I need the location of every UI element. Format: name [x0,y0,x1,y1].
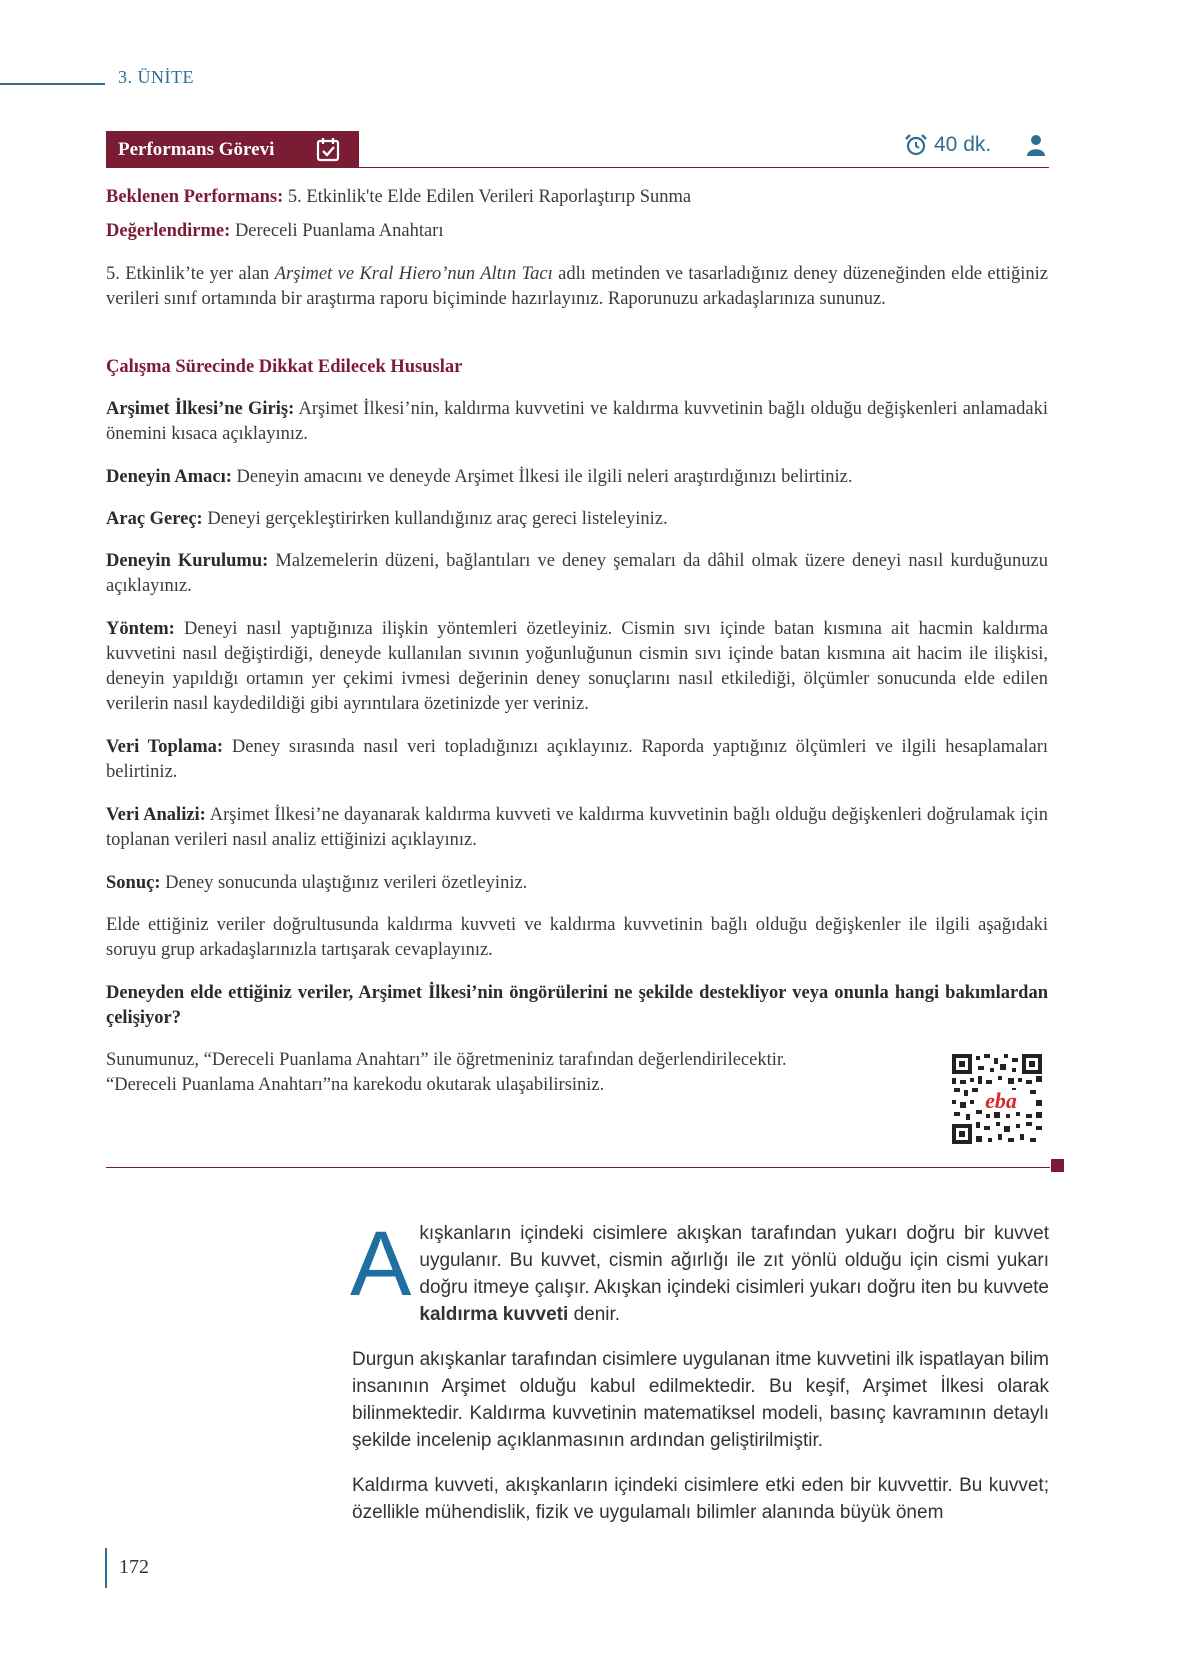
expected-performance-value: 5. Etkinlik'te Elde Edilen Verileri Raporlaştırıp Sunma [287,187,692,207]
intro-text-start: 5. Etkinlik’te yer alan [106,264,275,284]
expected-performance [106,185,1048,210]
item-setup [106,549,1048,599]
section-divider [106,1167,1050,1168]
item-data-analysis [106,803,1048,853]
body-paragraph-3: Kaldırma kuvveti, akışkanların içindeki cisimlere etki eden bir kuvvettir. Bu kuvvet; özellikle mühendislik, fizik ve uygulamalı bilimler alanında büyük önem [352,1475,1049,1523]
item-label: Veri Analizi: [106,805,206,825]
item-label: Araç Gereç: [106,509,203,529]
item-purpose [106,465,1048,490]
body-paragraph-1 [350,1213,1049,1328]
performance-task-label: Performans Görevi [118,139,275,160]
item-text: Deneyi nasıl yaptığınıza ilişkin yöntemleri özetleyiniz. Cismin sıvı içinde batan kısmına ait hacmin kaldırma kuvvetini nasıl değiştirdiği, deneyde kullanılan sıvının yoğunluğunun cismin sıvı içinde batan kısmına ait hacim ile ilişkisi, deneyin yapıldığı ortamın yer çekimi ivmesi değerinin deney sonuçlarını nasıl etkilediği, ölçümler sonucunda elde edilen verilerin nasıl kaydedildiği gibi ayrıntılara özetinizde yer veriniz. [106,619,1048,714]
evaluation [106,219,1048,244]
item-label: Deneyin Amacı: [106,467,232,487]
section-heading: Çalışma Sürecinde Dikkat Edilecek Hususlar [106,357,463,377]
intro-paragraph [106,262,1048,312]
item-label: Arşimet İlkesi’ne Giriş: [106,399,295,419]
section-divider-marker [1051,1159,1064,1172]
page-number-rule [105,1548,107,1588]
body-text-span: kışkanların içindeki cisimlere akışkan tarafından yukarı doğru bir kuvvet uygulanır. Bu kuvvet, cismin ağırlığı ile zıt yönlü olduğu için cismi yukarı doğru itmeye çalışır. Akışkan içindeki cisimleri yukarı doğru iten bu kuvvete [419,1223,1049,1298]
closing-line-1: Sunumunuz, “Dereceli Puanlama Anahtarı” ile öğretmeniniz tarafından değerlendirilecektir. [106,1050,787,1070]
item-text: Deney sonucunda ulaştığınız verileri özetleyiniz. [160,873,528,893]
intro-title-italic: Arşimet ve Kral Hiero’nun Altın Tacı [274,264,553,284]
closing-note [106,1048,936,1098]
intro-text-end: adlı metinden ve tasarladığınız deney düzeneğinden elde ettiğiniz verileri sınıf ortamında bir araştırma raporu biçiminde hazırlayınız. Raporunuzu arkadaşlarınıza sununuz. [106,264,1048,309]
item-method [106,617,1048,717]
item-label: Yöntem: [106,619,175,639]
duration [904,133,991,157]
page-number: 172 [119,1556,149,1578]
item-text: Deneyi gerçekleştirirken kullandığınız araç gereci listeleyiniz. [202,509,668,529]
person-icon [1026,134,1046,156]
eba-logo: eba [985,1088,1017,1113]
item-introduction [106,397,1048,447]
evaluation-value: Dereceli Puanlama Anahtarı [234,221,444,241]
discussion-paragraph: Elde ettiğiniz veriler doğrultusunda kaldırma kuvveti ve kaldırma kuvvetinin bağlı olduğu değişkenler ile ilgili aşağıdaki soruyu grup arkadaşlarınızla tartışarak cevaplayınız. [106,915,1048,960]
unit-rule [0,83,105,85]
item-text: Arşimet İlkesi’nin, kaldırma kuvvetini ve kaldırma kuvvetinin bağlı olduğu değişkenleri anlamadaki önemini kısaca açıklayınız. [106,399,1048,444]
body-text-span: denir. [568,1304,621,1325]
key-term: kaldırma kuvveti [419,1304,569,1325]
body-text [350,1213,1049,1526]
duration-text: 40 dk. [934,133,992,156]
checklist-icon [315,136,341,162]
dropcap-letter: A [350,1213,412,1315]
task-header-rule [106,167,1049,168]
item-equipment [106,507,1048,532]
item-label: Deneyin Kurulumu: [106,551,269,571]
expected-performance-label: Beklenen Performans: [106,187,284,207]
item-conclusion [106,871,1048,896]
item-label: Veri Toplama: [106,737,224,757]
discussion-question: Deneyden elde ettiğiniz veriler, Arşimet İlkesi’nin öngörülerini ne şekilde destekliyor veya onunla hangi bakımlardan çelişiyor? [106,983,1048,1028]
item-text: Deneyin amacını ve deneyde Arşimet İlkesi ile ilgili neleri araştırdığınızı belirtiniz. [231,467,853,487]
qr-code[interactable] [952,1054,1042,1144]
item-data-collection [106,735,1048,785]
performance-task-banner [106,131,359,168]
item-label: Sonuç: [106,873,161,893]
evaluation-label: Değerlendirme: [106,221,231,241]
closing-line-2: “Dereceli Puanlama Anahtarı”na karekodu okutarak ulaşabilirsiniz. [106,1075,605,1095]
unit-title: 3. ÜNİTE [118,67,194,87]
body-paragraph-2: Durgun akışkanlar tarafından cisimlere uygulanan itme kuvvetini ilk ispatlayan bilim insanının Arşimet olduğu kabul edilmektedir. Bu keşif, Arşimet İlkesi olarak bilinmektedir. Kaldırma kuvvetinin matematiksel modeli, basınç kavramının detaylı şekilde incelenip açıklanmasının ardından geliştirilmiştir. [352,1349,1049,1451]
alarm-clock-icon [904,133,928,157]
item-text: Arşimet İlkesi’ne dayanarak kaldırma kuvveti ve kaldırma kuvvetinin bağlı olduğu değişkenleri doğrulamak için toplanan verileri nasıl analiz ettiğinizi açıklayınız. [106,805,1048,850]
item-text: Deney sırasında nasıl veri topladığınızı açıklayınız. Raporda yaptığınız ölçümleri ve ilgili hesaplamaları belirtiniz. [106,737,1048,782]
item-text: Malzemelerin düzeni, bağlantıları ve deney şemaları da dâhil olmak üzere deneyi nasıl kurduğunuzu açıklayınız. [106,551,1048,596]
